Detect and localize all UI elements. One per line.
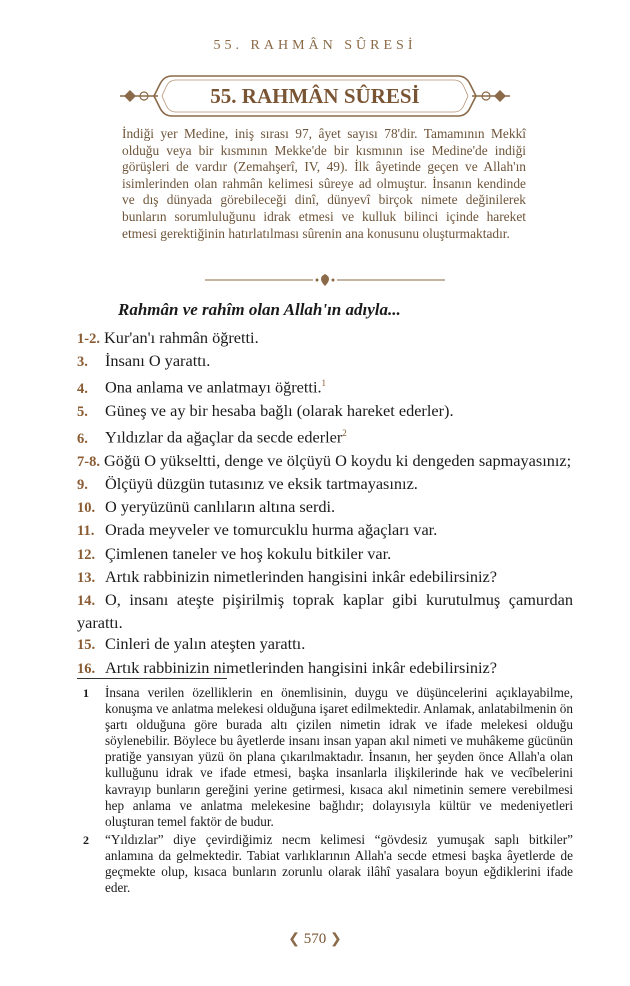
verse-number: 1-2. [77, 331, 100, 347]
right-ornament-icon: ❯ [330, 932, 342, 947]
page-number [0, 931, 630, 948]
surah-title-band [120, 70, 510, 122]
verse [77, 450, 573, 473]
verse-text: Güneş ve ay bir hesaba bağlı (olarak hareket ederler). [105, 401, 454, 421]
verse [77, 566, 573, 589]
verse [77, 633, 573, 656]
verse [77, 473, 573, 496]
verse-text: Ona anlama ve anlatmayı öğretti. [105, 377, 322, 397]
verse-list [77, 327, 573, 680]
verse [77, 519, 573, 542]
verse-text: Göğü O yükseltti, denge ve ölçüyü O koydu ki dengeden sapmayasınız; [104, 450, 572, 470]
verse-text: İnsanı O yarattı. [105, 351, 211, 371]
page-number-value: 570 [303, 931, 327, 947]
surah-introduction [122, 126, 526, 242]
verse-text: Çimlenen taneler ve hoş kokulu bitkiler var. [105, 543, 392, 563]
verse-number: 5. [77, 404, 88, 421]
verse-number: 7-8. [77, 453, 100, 470]
verse-text: O yeryüzünü canlıların altına serdi. [105, 497, 336, 517]
footnote [77, 832, 573, 896]
verse [77, 423, 573, 450]
verse [77, 373, 573, 400]
running-head: 55. RAHMÂN SÛRESİ [213, 38, 417, 53]
verse-number: 10. [77, 500, 96, 517]
footnote-number: 1 [83, 686, 89, 700]
verse-text: Artık rabbinizin nimetlerinden hangisini inkâr edebilirsiniz? [105, 657, 497, 677]
verse [77, 327, 573, 350]
surah-title: 55. RAHMÂN SÛRESİ [210, 84, 420, 108]
verse [77, 657, 573, 680]
verse [77, 496, 573, 519]
footnote [77, 685, 573, 830]
verse-number: 13. [77, 569, 96, 586]
section-divider-ornament [205, 272, 445, 288]
footnote-rule [77, 678, 227, 679]
verse-text: Orada meyveler ve tomurcuklu hurma ağaçları var. [105, 520, 438, 540]
verse-text: Kur'an'ı rahmân öğretti. [104, 328, 259, 347]
verse-text: Ölçüyü düzgün tutasınız ve eksik tartmayasınız. [105, 474, 418, 494]
footnote-reference[interactable]: 2 [342, 428, 347, 439]
verse [77, 589, 573, 633]
verse-text: Artık rabbinizin nimetlerinden hangisini inkâr edebilirsiniz? [105, 566, 497, 586]
verse-number: 14. [77, 593, 96, 610]
footnote-text: İnsana verilen özelliklerin en önemlisinin, duygu ve düşüncelerini açıklayabilme, konuşma ve anlatma melekesi olduğuna işaret edilmektedir. Anlamak, anlatabilmenin ön şartı olduğuna göre burada altı çizilen nimetin idrak ve ifade melekesi olduğu söylenebilir. Böylece bu âyetlerde insanı insan yapan akıl nimeti ve muhâkeme gücünün pratiğe yansıyan yüzü ön plana çıkarılmaktadır. İnsanın, her şeyden önce Allah'a olan kulluğunu idrak ve ifade etmesi, başka insanlarla ilişkilerinde hak ve vecîbelerini kavrayıp bunların gereğini yerine getirmesi, kısaca akıl nimetinin semere verebilmesi hep anlama ve anlatma melekesine bağlıdır; dolayısıyla kültür ve medeniyetleri oluşturan temel faktör de budur. [105, 685, 573, 829]
left-ornament-icon: ❮ [288, 932, 300, 947]
basmala: Rahmân ve rahîm olan Allah'ın adıyla... [118, 300, 401, 319]
verse-number: 15. [77, 637, 96, 654]
verse-number: 4. [77, 380, 88, 397]
verse-number: 3. [77, 354, 88, 371]
verse-number: 16. [77, 660, 96, 677]
verse-number: 9. [77, 477, 88, 494]
verse-number: 6. [77, 430, 88, 447]
verse-text: Yıldızlar da ağaçlar da secde ederler [105, 427, 343, 447]
verse-number: 12. [77, 546, 96, 563]
verse-text: O, insanı ateşte pişirilmiş toprak kaplar gibi kurutulmuş çamurdan yarattı. [77, 590, 573, 633]
footnote-text: “Yıldızlar” diye çevirdiğimiz necm kelimesi “gövdesiz yumuşak saplı bitkiler” anlamına da gelmektedir. Tabiat varlıklarının Allah'a secde etmesi başka âyetlerde de geçmekte olup, kısaca bunların zorunlu olarak ilâhî yasalara boyun eğdiklerini ifade eder. [105, 831, 573, 896]
verse [77, 400, 573, 423]
footnote-reference[interactable]: 1 [321, 378, 327, 389]
footnotes [77, 685, 573, 898]
intro-paragraph: İndiği yer Medine, iniş sırası 97, âyet sayısı 78'dir. Tamamının Mekkî olduğu veya bir kısmının Mekke'de bir kısmının ise Medine'de indiği görüşleri de vardır (Zemahşerî, IV, 49). İlk âyetinde geçen ve Allah'ın isimlerinden olan rahmân kelimesi sûreye ad olmuştur. İnsanın kendinde ve dış dünyada görebileceği dinî, dünyevî birçok nimete değinilerek bunların sorumluluğunu idrak etmesi ve kulluk bilinci içinde hareket etmesi gerektiğinin hatırlatılması sûrenin ana konusunu oluşturmaktadır. [122, 126, 526, 241]
verse [77, 543, 573, 566]
verse [77, 350, 573, 373]
verse-number: 11. [77, 523, 95, 540]
verse-text: Cinleri de yalın ateşten yarattı. [105, 634, 306, 654]
footnote-number: 2 [83, 832, 89, 847]
